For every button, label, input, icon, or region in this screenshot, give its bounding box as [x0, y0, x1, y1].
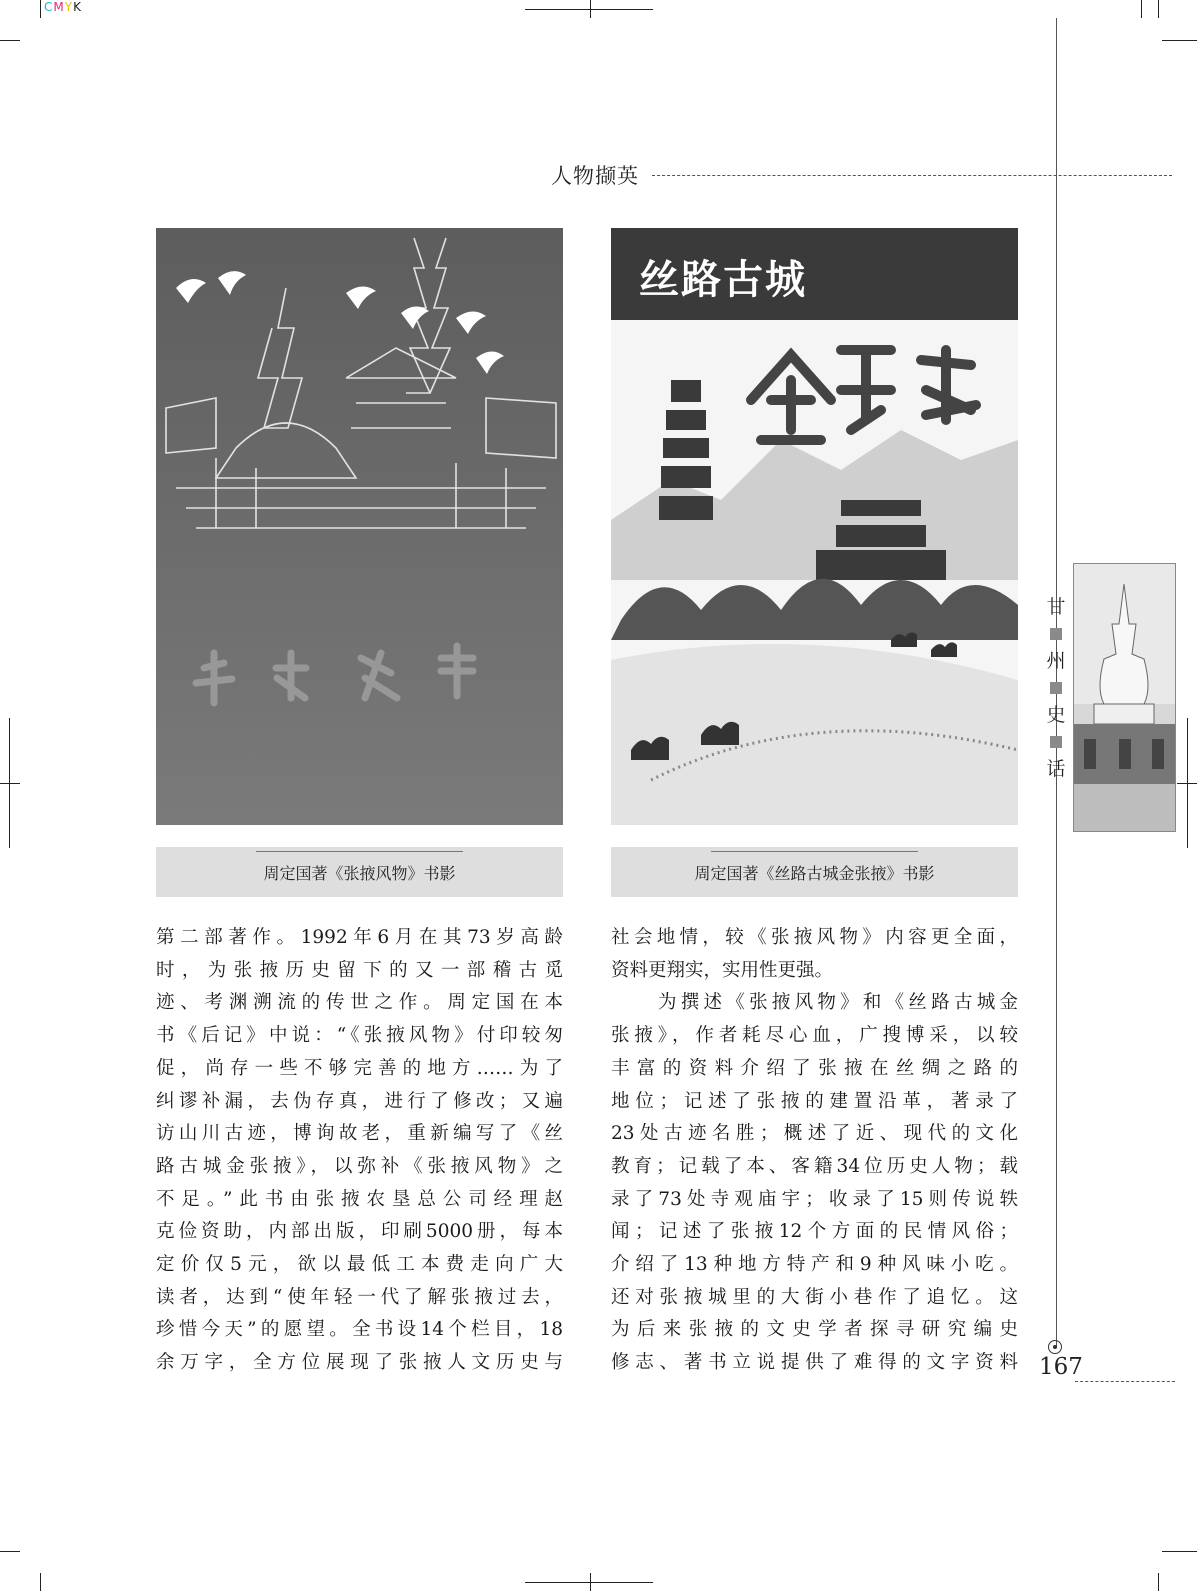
text-line: 第二部著作。1992年6月在其73岁高龄 — [156, 927, 563, 948]
registration-mark — [0, 783, 20, 784]
text-line: 修志、著书立说提供了难得的文字资料 — [611, 1352, 1018, 1374]
caption-text: 周定国著《丝路古城金张掖》书影 — [694, 864, 935, 883]
page-number: 167 — [1039, 1354, 1083, 1380]
text-line: 迹、考渊溯流的传世之作。周定国在本 — [156, 992, 563, 1014]
figure-caption — [156, 847, 563, 897]
square-bullet-icon — [1050, 628, 1062, 640]
square-bullet-icon — [1050, 736, 1062, 748]
cmyk-print-mark: CMYK — [44, 0, 82, 14]
text-line: 资料更翔实，实用性更强。 — [611, 959, 834, 981]
crop-mark — [1158, 1573, 1159, 1591]
text-line: 时，为张掖历史留下的又一部稽古觅 — [156, 959, 563, 981]
text-line: 读者，达到“使年轻一代了解张掖过去， — [156, 1286, 563, 1308]
crop-mark — [1141, 0, 1142, 18]
section-title: 人物撷英 — [551, 164, 639, 188]
registration-mark — [525, 1582, 653, 1583]
text-line: 社会地情，较《张掖风物》内容更全面， — [611, 927, 1018, 948]
crop-mark — [0, 40, 20, 41]
text-line: 促，尚存一些不够完善的地方……为了 — [156, 1057, 563, 1079]
text-line: 克俭资助，内部出版，印刷5000册，每本 — [156, 1221, 563, 1243]
crop-mark — [0, 1551, 20, 1552]
figure-caption — [611, 847, 1018, 897]
registration-mark — [525, 9, 653, 10]
text-line: 余万字，全方位展现了张掖人文历史与 — [156, 1352, 563, 1374]
body-column-left — [156, 922, 563, 1380]
text-line: 张掖》，作者耗尽心血，广搜博采，以较 — [611, 1025, 1018, 1047]
registration-mark — [1177, 783, 1197, 784]
text-line: 定价仅5元，欲以最低工本费走向广大 — [156, 1254, 563, 1276]
crop-mark — [1162, 40, 1197, 41]
text-line: 不足。”此书由张掖农垦总公司经理赵 — [156, 1188, 563, 1210]
page-marker-icon — [1048, 1340, 1062, 1354]
text-line: 纠谬补漏，去伪存真，进行了修改；又遍 — [156, 1090, 563, 1112]
registration-mark — [590, 0, 591, 18]
text-line: 录了73处寺观庙宇；收录了15则传说轶 — [611, 1188, 1018, 1210]
text-line: 为撰述《张掖风物》和《丝路古城金 — [658, 992, 1018, 1014]
text-line: 访山川古迹，博询故老，重新编写了《丝 — [156, 1123, 563, 1145]
side-tab-pagoda-photo — [1073, 563, 1176, 832]
text-line: 还对张掖城里的大街小巷作了追忆。这 — [611, 1286, 1018, 1308]
cover-illustration — [611, 320, 1018, 825]
text-line: 珍惜今天”的愿望。全书设14个栏目，18 — [156, 1319, 563, 1341]
registration-mark — [590, 1573, 591, 1591]
caption-text: 周定国著《张掖风物》书影 — [263, 864, 456, 883]
book-cover-silu-gucheng-jin-zhangye — [611, 228, 1018, 825]
white-pagoda-image — [1074, 564, 1175, 831]
side-label-char: 话 — [1046, 758, 1066, 780]
cover-banner-title: 丝路古城 — [639, 257, 807, 303]
text-line: 23处古迹名胜；概述了近、现代的文化 — [611, 1123, 1018, 1145]
text-line: 为后来张掖的文史学者探寻研究编史 — [611, 1319, 1018, 1341]
book-cover-zhangye-fengwu — [156, 228, 563, 825]
text-line: 闻；记述了张掖12个方面的民情风俗； — [611, 1221, 1018, 1243]
side-column-label — [1044, 595, 1068, 781]
text-line: 教育；记载了本、客籍34位历史人物；载 — [611, 1155, 1018, 1177]
square-bullet-icon — [1050, 682, 1062, 694]
crop-mark — [1158, 0, 1159, 18]
side-label-char: 甘 — [1046, 596, 1066, 618]
crop-mark — [1162, 1551, 1197, 1552]
text-line: 路古城金张掖》，以弥补《张掖风物》之 — [156, 1155, 563, 1177]
text-line: 丰富的资料介绍了张掖在丝绸之路的 — [611, 1057, 1018, 1079]
side-label-char: 州 — [1046, 650, 1066, 672]
crop-mark — [40, 0, 41, 18]
side-label-char: 史 — [1046, 704, 1066, 726]
caption-rule — [256, 851, 463, 852]
text-line: 书《后记》中说：“《张掖风物》付印较匆 — [156, 1025, 563, 1047]
caption-rule — [711, 851, 918, 852]
cover-illustration — [156, 228, 563, 825]
footer-dashed-rule — [1075, 1381, 1175, 1382]
body-column-right — [611, 922, 1018, 1380]
header-dashed-rule — [652, 175, 1172, 176]
crop-mark — [40, 1573, 41, 1591]
text-line: 地位；记述了张掖的建置沿革，著录了 — [611, 1090, 1018, 1112]
text-line: 介绍了13种地方特产和9种风味小吃。 — [611, 1254, 1018, 1276]
